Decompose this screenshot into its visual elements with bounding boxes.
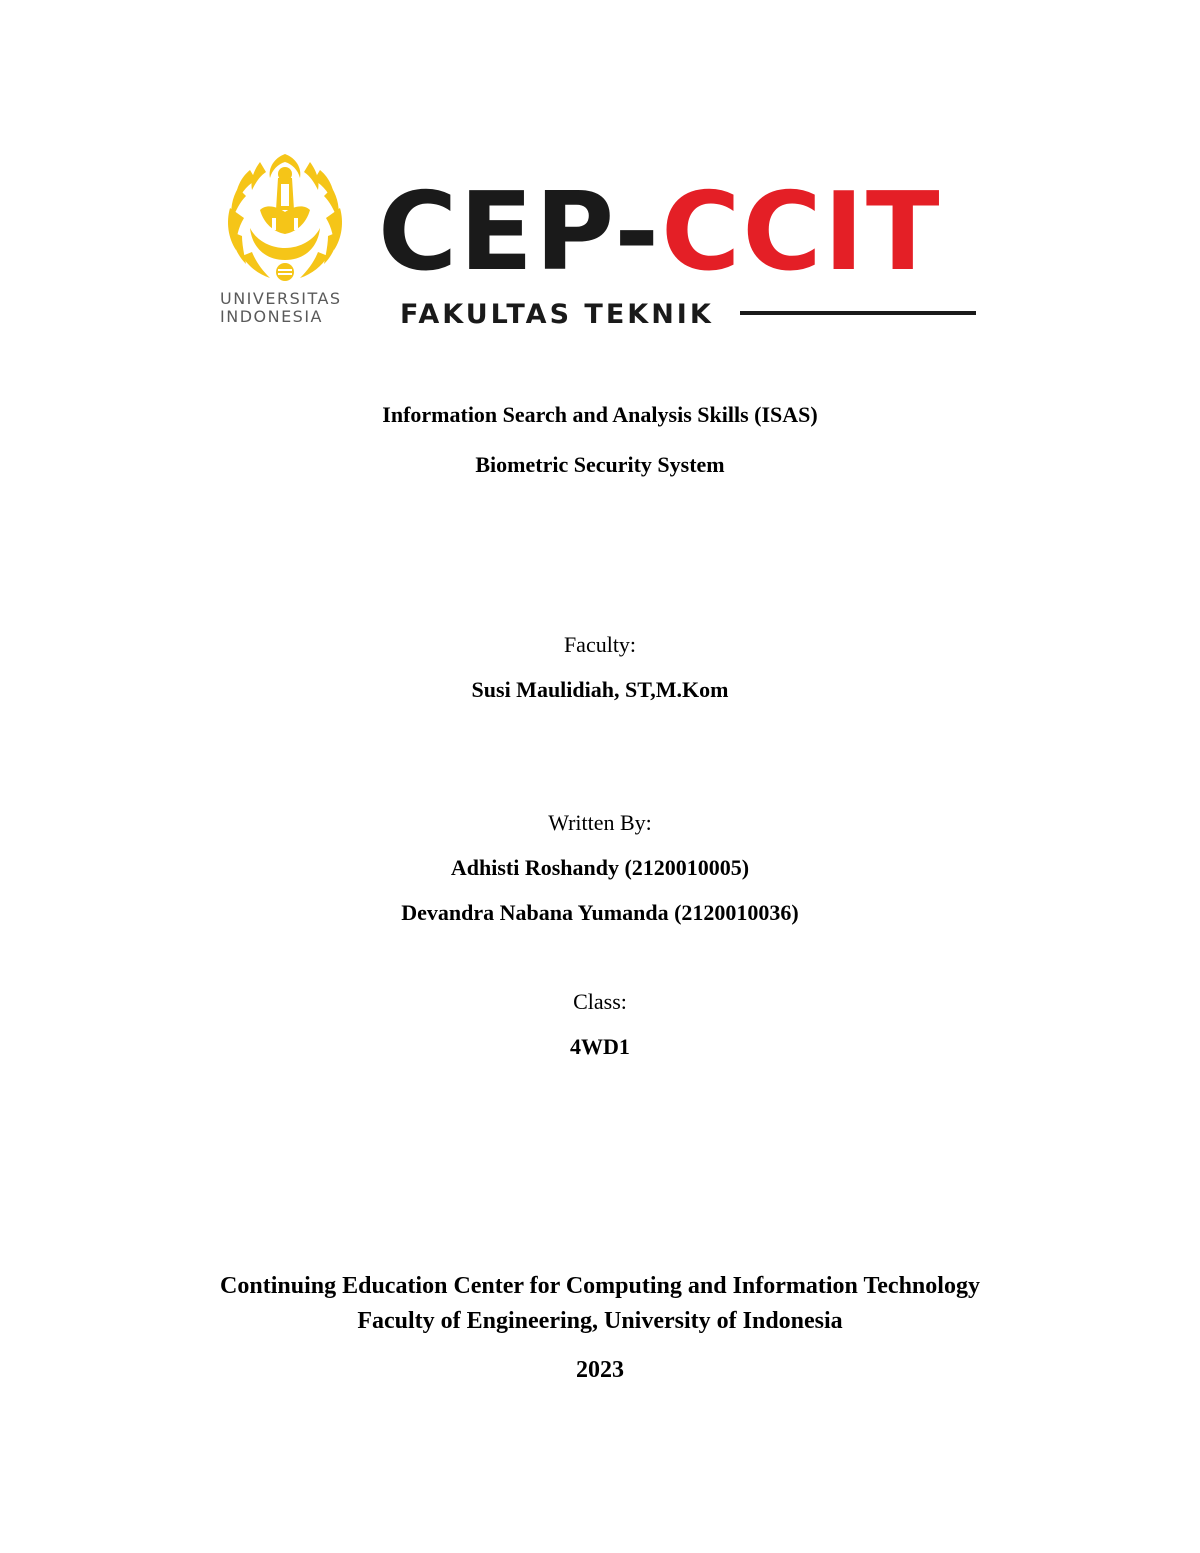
author-item: Devandra Nabana Yumanda (2120010036) — [401, 900, 799, 925]
faculty-label: Faculty: — [563, 632, 637, 657]
cep-ccit-title — [378, 170, 942, 295]
cep-title-black: CEP- — [378, 170, 662, 295]
fakultas-teknik-banner — [400, 298, 980, 334]
fakultas-teknik-text: FAKULTAS TEKNIK — [400, 299, 714, 330]
universitas-indonesia-wordmark — [220, 290, 350, 326]
makara-emblem-icon — [220, 148, 350, 288]
written-by-label: Written By: — [548, 810, 652, 835]
ui-wordmark-line2: INDONESIA — [220, 307, 323, 326]
class-label: Class: — [573, 989, 627, 1014]
cep-ccit-logo — [378, 170, 988, 338]
faculty-name: Susi Maulidiah, ST,M.Kom — [471, 677, 729, 702]
universitas-indonesia-logo — [220, 148, 350, 338]
author-item: Adhisti Roshandy (2120010005) — [450, 855, 750, 880]
class-value: 4WD1 — [570, 1034, 630, 1059]
course-title: Information Search and Analysis Skills (ISAS) — [382, 402, 818, 427]
institution-name: Continuing Education Center for Computing and Information Technology — [220, 1273, 980, 1299]
cep-title-red: CCIT — [661, 170, 942, 295]
year: 2023 — [576, 1357, 624, 1383]
faculty-university: Faculty of Engineering, University of Indonesia — [357, 1308, 843, 1334]
banner-rule — [740, 311, 976, 315]
ui-wordmark-line1: UNIVERSITAS — [220, 289, 342, 308]
topic-title: Biometric Security System — [475, 452, 725, 477]
